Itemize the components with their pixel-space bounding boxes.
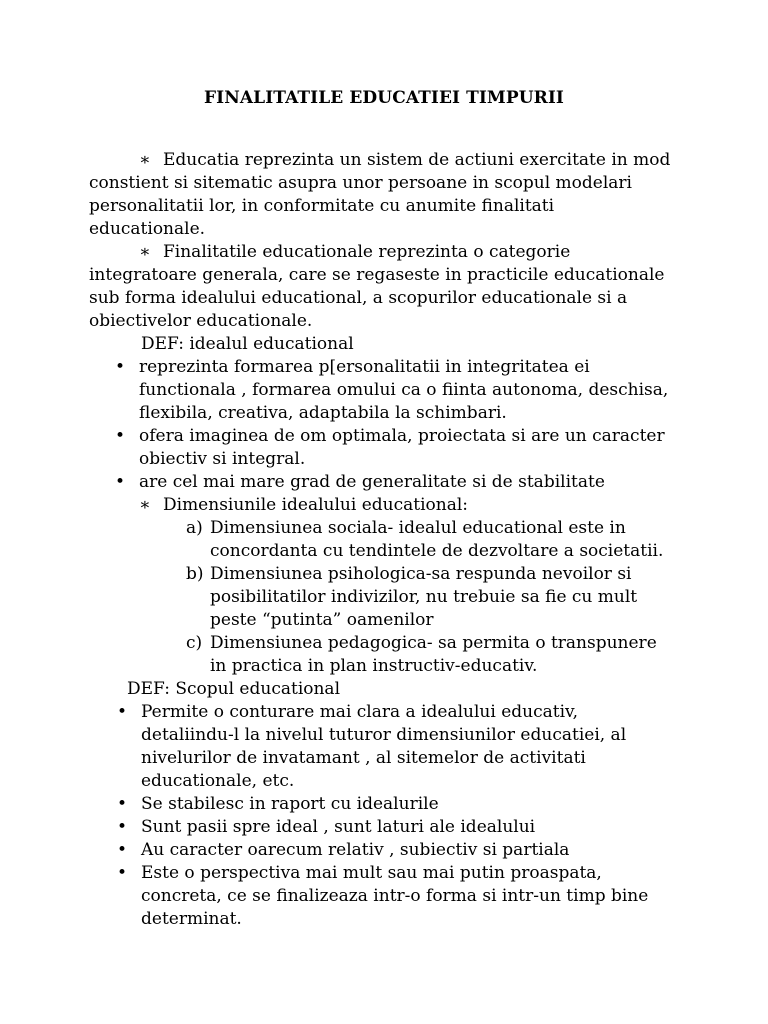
paragraph-line: educationale. <box>89 219 206 239</box>
sublist-item-line: concordanta cu tendintele de dezvoltare a societatii. <box>210 541 664 561</box>
paragraph-line: Educatia reprezinta un sistem de actiuni exercitate in mod <box>163 150 671 170</box>
bullet-icon: • <box>115 357 126 377</box>
sublist-item-line: Dimensiunea pedagogica- sa permita o transpunere <box>210 633 657 653</box>
bullet-icon: • <box>115 426 126 446</box>
list-item-line: Permite o conturare mai clara a idealului educativ, <box>141 702 579 722</box>
list-item-line: determinat. <box>141 909 242 929</box>
paragraph-line: sub forma idealului educational, a scopurilor educationale si a <box>89 288 628 308</box>
list-item-line: Sunt pasii spre ideal , sunt laturi ale idealului <box>141 817 536 837</box>
list-item-line: reprezinta formarea p[ersonalitatii in integritatea ei <box>139 357 590 377</box>
list-item-line: functionala , formarea omului ca o fiinta autonoma, deschisa, <box>139 380 669 400</box>
asterisk-bullet-icon: ∗ <box>139 150 151 170</box>
asterisk-bullet-icon: ∗ <box>139 495 151 515</box>
list-item-line: are cel mai mare grad de generalitate si de stabilitate <box>139 472 605 492</box>
bullet-icon: • <box>115 472 126 492</box>
sublist-item-line: posibilitatilor indivizilor, nu trebuie sa fie cu mult <box>210 587 638 607</box>
list-item-line: concreta, ce se finalizeaza intr-o forma si intr-un timp bine <box>141 886 649 906</box>
bullet-icon: • <box>117 794 128 814</box>
paragraph-line: Finalitatile educationale reprezinta o categorie <box>163 242 571 262</box>
definition-heading: DEF: Scopul educational <box>127 679 341 699</box>
sublist-item-line: peste “putinta” oamenilor <box>210 610 434 630</box>
sublist-marker: b) <box>186 564 204 584</box>
list-item-line: obiectiv si integral. <box>139 449 306 469</box>
document-title: FINALITATILE EDUCATIEI TIMPURII <box>204 88 564 108</box>
sublist-item-line: in practica in plan instructiv-educativ. <box>210 656 538 676</box>
sublist-marker: a) <box>186 518 203 538</box>
list-item-line: Se stabilesc in raport cu idealurile <box>141 794 439 814</box>
list-item-line: Au caracter oarecum relativ , subiectiv si partiala <box>141 840 570 860</box>
definition-heading: DEF: idealul educational <box>141 334 354 354</box>
paragraph-line: integratoare generala, care se regaseste in practicile educationale <box>89 265 665 285</box>
list-item-line: detaliindu-l la nivelul tuturor dimensiunilor educatiei, al <box>141 725 627 745</box>
paragraph-line: obiectivelor educationale. <box>89 311 313 331</box>
list-item-line: flexibila, creativa, adaptabila la schimbari. <box>139 403 507 423</box>
bullet-icon: • <box>117 840 128 860</box>
paragraph-line: constient si sitematic asupra unor persoane in scopul modelari <box>89 173 632 193</box>
bullet-icon: • <box>117 702 128 722</box>
list-item-line: nivelurilor de invatamant , al sitemelor de activitati <box>141 748 586 768</box>
sublist-heading: Dimensiunile idealului educational: <box>163 495 469 515</box>
bullet-icon: • <box>117 863 128 883</box>
paragraph-line: personalitatii lor, in conformitate cu anumite finalitati <box>89 196 555 216</box>
sublist-item-line: Dimensiunea psihologica-sa respunda nevoilor si <box>210 564 632 584</box>
bullet-icon: • <box>117 817 128 837</box>
asterisk-bullet-icon: ∗ <box>139 242 151 262</box>
list-item-line: Este o perspectiva mai mult sau mai putin proaspata, <box>141 863 602 883</box>
list-item-line: ofera imaginea de om optimala, proiectata si are un caracter <box>139 426 665 446</box>
list-item-line: educationale, etc. <box>141 771 295 791</box>
sublist-marker: c) <box>186 633 203 653</box>
sublist-item-line: Dimensiunea sociala- idealul educational este in <box>210 518 626 538</box>
